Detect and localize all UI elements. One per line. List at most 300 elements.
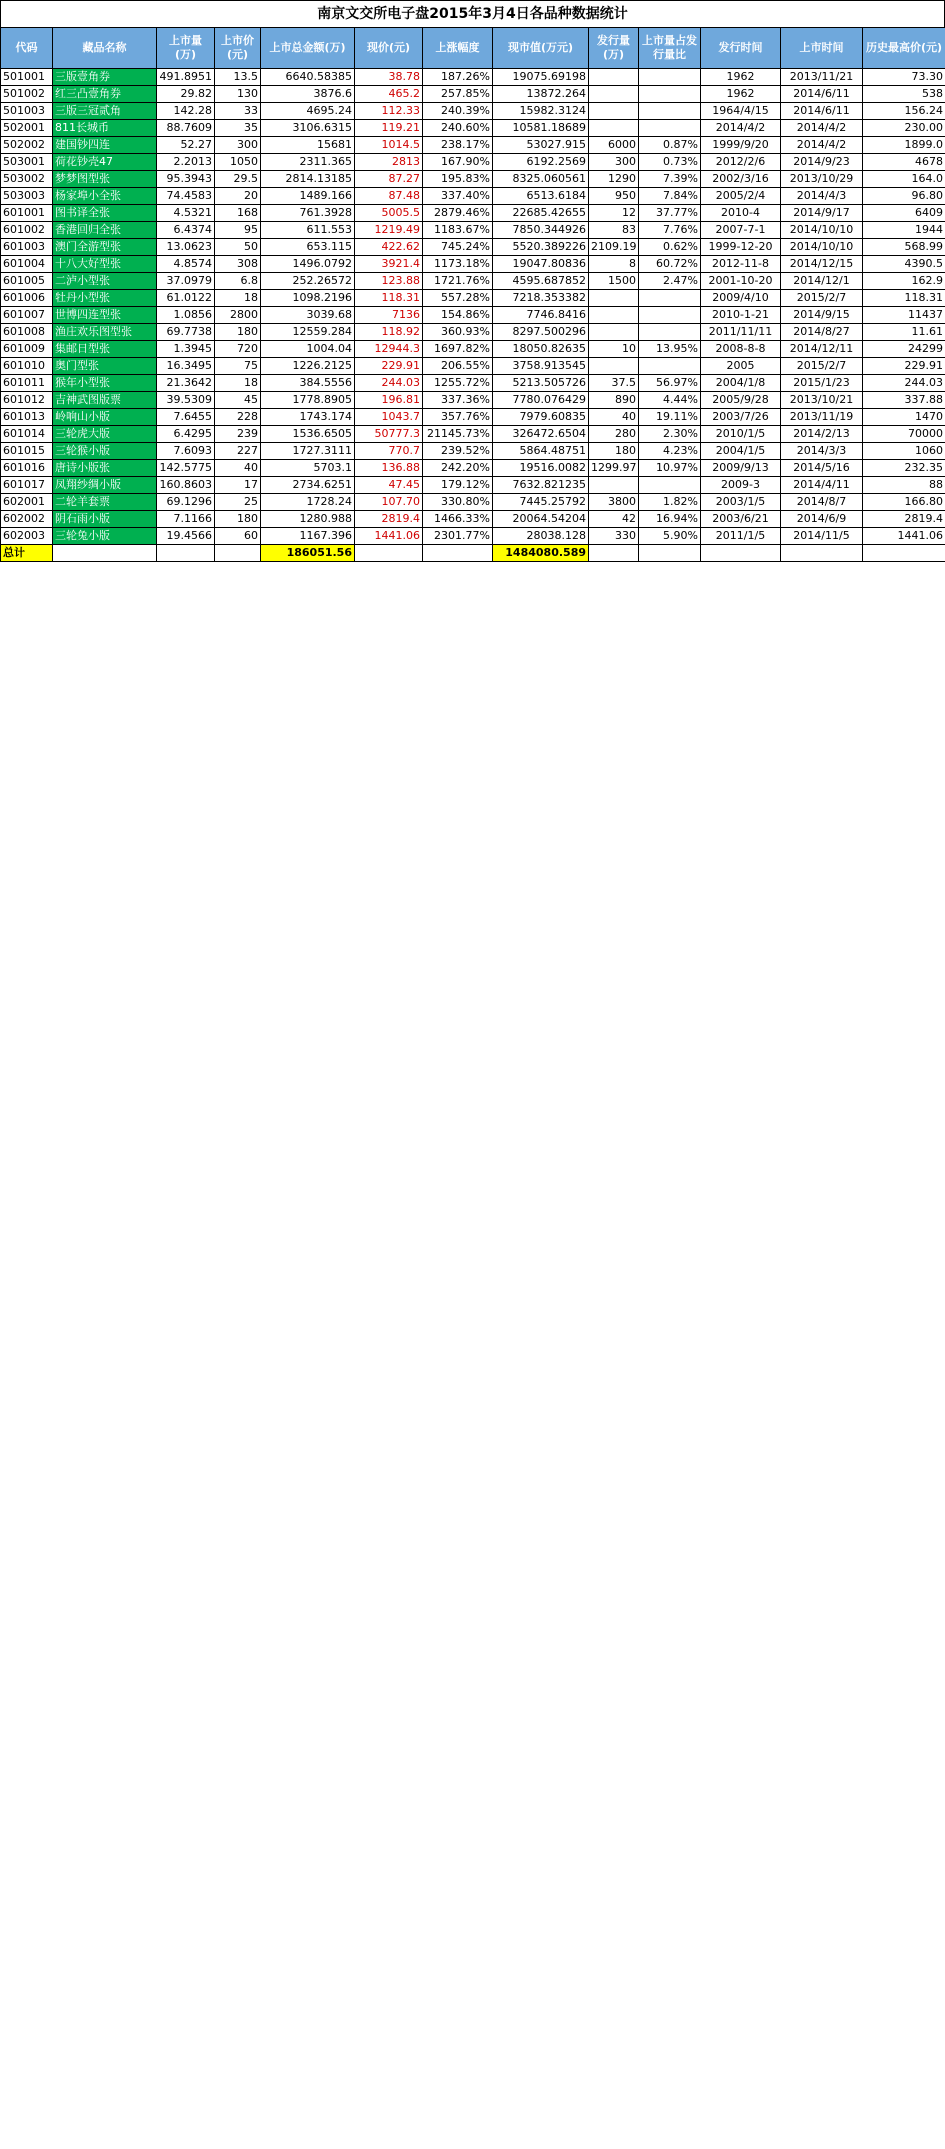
table-cell: 12 (589, 205, 639, 222)
table-cell: 杨家埠小全张 (53, 188, 157, 205)
table-cell: 8 (589, 256, 639, 273)
table-cell: 1173.18% (423, 256, 493, 273)
table-cell: 1944 (863, 222, 945, 239)
table-cell: 601017 (1, 477, 53, 494)
table-cell: 196.81 (355, 392, 423, 409)
page-title: 南京文交所电子盘2015年3月4日各品种数据统计 (0, 0, 945, 27)
table-cell: 360.93% (423, 324, 493, 341)
table-cell: 3039.68 (261, 307, 355, 324)
table-cell: 21.3642 (157, 375, 215, 392)
column-header: 现价(元) (355, 28, 423, 69)
table-cell: 244.03 (863, 375, 945, 392)
table-cell: 0.73% (639, 154, 701, 171)
table-cell: 2011/11/11 (701, 324, 781, 341)
table-cell: 61.0122 (157, 290, 215, 307)
table-cell: 2013/10/21 (781, 392, 863, 409)
table-cell: 2010-4 (701, 205, 781, 222)
table-cell: 2013/11/21 (781, 69, 863, 86)
table-row (1, 307, 945, 324)
table-cell: 2012/2/6 (701, 154, 781, 171)
table-cell: 2009-3 (701, 477, 781, 494)
table-cell: 1219.49 (355, 222, 423, 239)
table-cell: 4.5321 (157, 205, 215, 222)
table-cell: 69.1296 (157, 494, 215, 511)
table-row (1, 494, 945, 511)
table-cell: 56.97% (639, 375, 701, 392)
table-cell: 1466.33% (423, 511, 493, 528)
table-cell: 20 (215, 188, 261, 205)
table-cell: 三版三冠贰角 (53, 103, 157, 120)
table-cell: 601014 (1, 426, 53, 443)
table-cell: 4595.687852 (493, 273, 589, 290)
column-header: 历史最高价(元) (863, 28, 945, 69)
table-row (1, 171, 945, 188)
table-cell (639, 86, 701, 103)
table-cell: 232.35 (863, 460, 945, 477)
table-cell: 2008-8-8 (701, 341, 781, 358)
column-header: 现市值(万元) (493, 28, 589, 69)
table-cell: 28038.128 (493, 528, 589, 545)
table-cell: 11437 (863, 307, 945, 324)
table-cell: 7632.821235 (493, 477, 589, 494)
table-cell: 720 (215, 341, 261, 358)
table-cell: 1500 (589, 273, 639, 290)
table-cell: 5005.5 (355, 205, 423, 222)
table-cell: 7.6093 (157, 443, 215, 460)
table-cell: 384.5556 (261, 375, 355, 392)
table-cell: 香港回归全张 (53, 222, 157, 239)
table-cell: 2003/7/26 (701, 409, 781, 426)
table-cell: 601007 (1, 307, 53, 324)
table-cell: 15982.3124 (493, 103, 589, 120)
table-cell: 257.85% (423, 86, 493, 103)
table-cell: 29.82 (157, 86, 215, 103)
table-row (1, 239, 945, 256)
table-cell: 180 (215, 511, 261, 528)
table-row (1, 511, 945, 528)
table-cell: 2814.13185 (261, 171, 355, 188)
table-cell: 39.5309 (157, 392, 215, 409)
table-cell: 1778.8905 (261, 392, 355, 409)
table-row (1, 290, 945, 307)
table-row (1, 205, 945, 222)
table-cell: 47.45 (355, 477, 423, 494)
column-header: 上市量占发行量比 (639, 28, 701, 69)
table-cell (589, 69, 639, 86)
table-cell: 1.0856 (157, 307, 215, 324)
table-cell: 2014/11/5 (781, 528, 863, 545)
table-cell: 唐诗小版张 (53, 460, 157, 477)
table-cell: 239.52% (423, 443, 493, 460)
table-cell: 荷花钞壳47 (53, 154, 157, 171)
column-header: 发行时间 (701, 28, 781, 69)
table-cell: 1496.0792 (261, 256, 355, 273)
table-cell: 166.80 (863, 494, 945, 511)
table-cell: 118.92 (355, 324, 423, 341)
table-cell: 5520.389226 (493, 239, 589, 256)
table-cell: 308 (215, 256, 261, 273)
table-cell: 60 (215, 528, 261, 545)
table-cell: 195.83% (423, 171, 493, 188)
table-cell (589, 307, 639, 324)
table-cell: 1.82% (639, 494, 701, 511)
table-cell: 7445.25792 (493, 494, 589, 511)
table-cell: 6640.58385 (261, 69, 355, 86)
table-cell: 集邮日型张 (53, 341, 157, 358)
table-cell (639, 307, 701, 324)
table-row (1, 409, 945, 426)
table-cell: 3758.913545 (493, 358, 589, 375)
table-cell: 1299.97 (589, 460, 639, 477)
table-cell: 601013 (1, 409, 53, 426)
table-cell: 7746.8416 (493, 307, 589, 324)
table-cell: 136.88 (355, 460, 423, 477)
column-header: 上涨幅度 (423, 28, 493, 69)
table-cell: 4.44% (639, 392, 701, 409)
table-cell: 1004.04 (261, 341, 355, 358)
table-cell: 6.8 (215, 273, 261, 290)
table-cell: 50777.3 (355, 426, 423, 443)
table-cell: 7.76% (639, 222, 701, 239)
table-cell: 猴年小型张 (53, 375, 157, 392)
table-cell: 7.84% (639, 188, 701, 205)
table-cell: 491.8951 (157, 69, 215, 86)
table-cell: 2109.19 (589, 239, 639, 256)
table-cell: 11.61 (863, 324, 945, 341)
table-cell: 4.8574 (157, 256, 215, 273)
table-cell: 2014/4/11 (781, 477, 863, 494)
table-cell: 1098.2196 (261, 290, 355, 307)
column-header: 上市量(万) (157, 28, 215, 69)
table-cell: 2.30% (639, 426, 701, 443)
table-cell: 2301.77% (423, 528, 493, 545)
table-cell: 7136 (355, 307, 423, 324)
table-cell: 1290 (589, 171, 639, 188)
table-cell (639, 358, 701, 375)
table-row (1, 477, 945, 494)
table-cell: 0.62% (639, 239, 701, 256)
table-cell: 142.28 (157, 103, 215, 120)
column-header: 发行量(万) (589, 28, 639, 69)
table-cell: 238.17% (423, 137, 493, 154)
table-cell: 187.26% (423, 69, 493, 86)
table-cell: 6.4295 (157, 426, 215, 443)
table-cell: 160.8603 (157, 477, 215, 494)
table-cell: 十八大好型张 (53, 256, 157, 273)
table-row (1, 154, 945, 171)
table-cell: 2014/10/10 (781, 222, 863, 239)
table-header (1, 28, 945, 69)
table-cell: 4695.24 (261, 103, 355, 120)
table-cell: 三轮猴小版 (53, 443, 157, 460)
table-cell: 240.39% (423, 103, 493, 120)
table-row (1, 392, 945, 409)
table-cell: 2009/4/10 (701, 290, 781, 307)
table-cell: 10581.18689 (493, 120, 589, 137)
table-cell: 2014/9/15 (781, 307, 863, 324)
table-cell: 60.72% (639, 256, 701, 273)
table-cell: 29.5 (215, 171, 261, 188)
table-cell (589, 103, 639, 120)
table-cell: 18050.82635 (493, 341, 589, 358)
column-header: 上市时间 (781, 28, 863, 69)
table-cell: 6409 (863, 205, 945, 222)
table-cell: 206.55% (423, 358, 493, 375)
table-cell: 88 (863, 477, 945, 494)
table-cell: 601002 (1, 222, 53, 239)
table-cell: 38.78 (355, 69, 423, 86)
table-cell: 1014.5 (355, 137, 423, 154)
table-cell: 6.4374 (157, 222, 215, 239)
table-cell: 13872.264 (493, 86, 589, 103)
table-cell: 1.3945 (157, 341, 215, 358)
table-cell: 三轮虎大版 (53, 426, 157, 443)
table-cell: 牡丹小型张 (53, 290, 157, 307)
table-cell: 601004 (1, 256, 53, 273)
table-cell: 465.2 (355, 86, 423, 103)
table-cell: 811长城币 (53, 120, 157, 137)
table-cell: 2819.4 (355, 511, 423, 528)
table-cell: 6192.2569 (493, 154, 589, 171)
table-cell: 745.24% (423, 239, 493, 256)
table-cell: 242.20% (423, 460, 493, 477)
table-cell (639, 120, 701, 137)
table-cell: 5703.1 (261, 460, 355, 477)
table-cell: 7850.344926 (493, 222, 589, 239)
table-row (1, 103, 945, 120)
table-cell: 601009 (1, 341, 53, 358)
table-cell: 2734.6251 (261, 477, 355, 494)
table-cell: 19516.0082 (493, 460, 589, 477)
table-row (1, 426, 945, 443)
table-cell: 2003/1/5 (701, 494, 781, 511)
table-cell: 1727.3111 (261, 443, 355, 460)
table-row (1, 222, 945, 239)
table-cell: 168 (215, 205, 261, 222)
table-cell: 112.33 (355, 103, 423, 120)
table-cell (589, 477, 639, 494)
table-cell: 17 (215, 477, 261, 494)
table-cell (639, 290, 701, 307)
table-cell: 20064.54204 (493, 511, 589, 528)
table-cell: 2011/1/5 (701, 528, 781, 545)
table-cell: 8325.060561 (493, 171, 589, 188)
table-cell: 1441.06 (863, 528, 945, 545)
table-cell: 2014/4/2 (781, 137, 863, 154)
table-cell: 602002 (1, 511, 53, 528)
table-cell: 130 (215, 86, 261, 103)
table-cell (589, 86, 639, 103)
table-cell: 凤翔纱绸小版 (53, 477, 157, 494)
table-cell: 2014/8/7 (781, 494, 863, 511)
table-cell: 118.31 (355, 290, 423, 307)
table-cell: 澳门全游型张 (53, 239, 157, 256)
table-cell: 1962 (701, 69, 781, 86)
table-cell: 3921.4 (355, 256, 423, 273)
table-cell (639, 324, 701, 341)
table-row (1, 375, 945, 392)
table-cell: 三轮兔小版 (53, 528, 157, 545)
table-cell: 2015/2/7 (781, 290, 863, 307)
table-cell: 13.0623 (157, 239, 215, 256)
table-cell: 227 (215, 443, 261, 460)
header-row (1, 28, 945, 69)
table-cell: 1441.06 (355, 528, 423, 545)
table-cell: 95 (215, 222, 261, 239)
table-cell: 4678 (863, 154, 945, 171)
table-cell (639, 103, 701, 120)
table-cell: 7780.076429 (493, 392, 589, 409)
table-cell: 42 (589, 511, 639, 528)
table-cell: 229.91 (863, 358, 945, 375)
table-cell: 0.87% (639, 137, 701, 154)
table-cell: 1536.6505 (261, 426, 355, 443)
table-cell: 179.12% (423, 477, 493, 494)
table-cell: 二泸小型张 (53, 273, 157, 290)
table-cell: 337.36% (423, 392, 493, 409)
table-cell: 337.40% (423, 188, 493, 205)
table-row (1, 273, 945, 290)
table-cell: 601003 (1, 239, 53, 256)
table-cell: 12559.284 (261, 324, 355, 341)
table-cell: 1167.396 (261, 528, 355, 545)
table-row (1, 137, 945, 154)
table-cell: 154.86% (423, 307, 493, 324)
table-cell: 601010 (1, 358, 53, 375)
table-cell: 1489.166 (261, 188, 355, 205)
table-cell: 1721.76% (423, 273, 493, 290)
table-cell: 2014/12/11 (781, 341, 863, 358)
table-cell: 梦梦图型张 (53, 171, 157, 188)
table-cell: 107.70 (355, 494, 423, 511)
table-cell: 601012 (1, 392, 53, 409)
table-cell: 240.60% (423, 120, 493, 137)
table-cell: 180 (215, 324, 261, 341)
table-cell: 2014/12/15 (781, 256, 863, 273)
table-cell: 2014/2/13 (781, 426, 863, 443)
table-cell: 653.115 (261, 239, 355, 256)
table-cell: 5213.505726 (493, 375, 589, 392)
table-cell: 3106.6315 (261, 120, 355, 137)
table-cell: 601015 (1, 443, 53, 460)
table-cell: 422.62 (355, 239, 423, 256)
table-cell: 2014/12/1 (781, 273, 863, 290)
total-label: 总计 (1, 545, 53, 562)
table-cell: 357.76% (423, 409, 493, 426)
table-cell: 建国钞四连 (53, 137, 157, 154)
page (0, 0, 945, 562)
table-cell: 1743.174 (261, 409, 355, 426)
table-cell: 21145.73% (423, 426, 493, 443)
table-cell: 2002/3/16 (701, 171, 781, 188)
table-cell: 228 (215, 409, 261, 426)
table-cell: 502002 (1, 137, 53, 154)
table-cell: 761.3928 (261, 205, 355, 222)
table-cell: 557.28% (423, 290, 493, 307)
table-cell: 568.99 (863, 239, 945, 256)
table-cell: 8297.500296 (493, 324, 589, 341)
table-cell: 40 (589, 409, 639, 426)
table-cell: 2007-7-1 (701, 222, 781, 239)
table-cell: 300 (589, 154, 639, 171)
table-cell: 1280.988 (261, 511, 355, 528)
table-cell: 53027.915 (493, 137, 589, 154)
table-cell: 601001 (1, 205, 53, 222)
table-cell: 阴石雨小版 (53, 511, 157, 528)
table-cell: 180 (589, 443, 639, 460)
table-cell: 75 (215, 358, 261, 375)
table-cell: 300 (215, 137, 261, 154)
table-cell: 渔庄欢乐图型张 (53, 324, 157, 341)
table-cell: 502001 (1, 120, 53, 137)
table-cell (589, 324, 639, 341)
table-cell: 2311.365 (261, 154, 355, 171)
table-cell: 2013/10/29 (781, 171, 863, 188)
table-cell: 奥门型张 (53, 358, 157, 375)
total-amount: 186051.56 (261, 545, 355, 562)
table-cell: 164.0 (863, 171, 945, 188)
table-cell: 5864.48751 (493, 443, 589, 460)
table-cell: 2014/6/11 (781, 86, 863, 103)
table-cell: 330.80% (423, 494, 493, 511)
table-cell: 2014/10/10 (781, 239, 863, 256)
table-cell: 12944.3 (355, 341, 423, 358)
table-row (1, 120, 945, 137)
table-cell: 19.11% (639, 409, 701, 426)
table-cell: 503003 (1, 188, 53, 205)
table-cell: 18 (215, 375, 261, 392)
table-cell: 87.27 (355, 171, 423, 188)
table-cell (589, 120, 639, 137)
table-cell: 2813 (355, 154, 423, 171)
table-body (1, 69, 945, 545)
table-cell: 40 (215, 460, 261, 477)
table-cell: 602001 (1, 494, 53, 511)
table-cell: 35 (215, 120, 261, 137)
table-cell: 2014/5/16 (781, 460, 863, 477)
table-cell: 601008 (1, 324, 53, 341)
column-header: 代码 (1, 28, 53, 69)
table-cell: 2.2013 (157, 154, 215, 171)
table-cell: 87.48 (355, 188, 423, 205)
table-cell: 1255.72% (423, 375, 493, 392)
table-cell: 2013/11/19 (781, 409, 863, 426)
table-cell: 2014/3/3 (781, 443, 863, 460)
table-cell: 538 (863, 86, 945, 103)
table-cell: 10.97% (639, 460, 701, 477)
data-table (0, 27, 945, 562)
table-cell: 红三凸壹角券 (53, 86, 157, 103)
table-cell: 7979.60835 (493, 409, 589, 426)
table-cell: 19047.80836 (493, 256, 589, 273)
table-cell: 501003 (1, 103, 53, 120)
table-cell: 13.5 (215, 69, 261, 86)
table-cell: 50 (215, 239, 261, 256)
table-cell: 33 (215, 103, 261, 120)
table-cell: 3800 (589, 494, 639, 511)
table-cell: 244.03 (355, 375, 423, 392)
table-cell: 73.30 (863, 69, 945, 86)
table-cell: 16.94% (639, 511, 701, 528)
table-cell: 世博四连型张 (53, 307, 157, 324)
table-cell: 6000 (589, 137, 639, 154)
table-cell: 2003/6/21 (701, 511, 781, 528)
table-cell: 三版壹角券 (53, 69, 157, 86)
table-cell: 19075.69198 (493, 69, 589, 86)
table-cell: 1899.0 (863, 137, 945, 154)
table-cell: 7.1166 (157, 511, 215, 528)
table-cell: 25 (215, 494, 261, 511)
